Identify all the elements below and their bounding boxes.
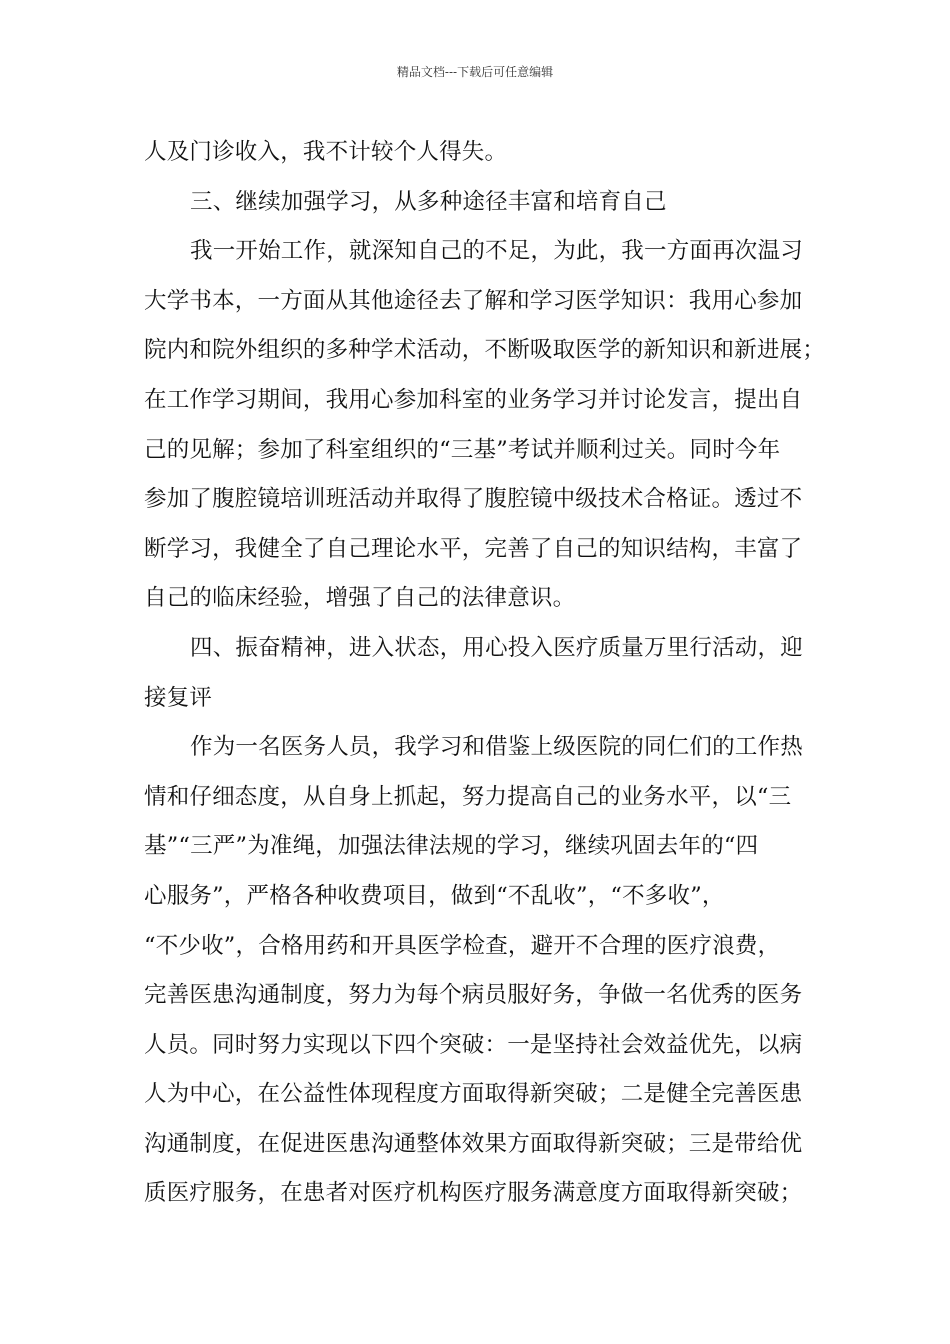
text-line: 人为中心，在公益性体现程度方面取得新突破；二是健全完善医患 [144,1081,803,1108]
section-heading: 四、振奋精神，进入状态，用心投入医疗质量万里行活动，迎 [190,634,803,661]
text-line: 自己的临床经验，增强了自己的法律意识。 [144,585,576,612]
paragraph-start: 作为一名医务人员，我学习和借鉴上级医院的同仁们的工作热 [190,734,803,761]
page-header: 精品文档---下载后可任意编辑 [396,65,554,79]
text-line: 基”“三严”为准绳，加强法律法规的学习，继续巩固去年的“四 [144,833,759,860]
paragraph-start: 我一开始工作，就深知自己的不足，为此，我一方面再次温习 [190,238,803,265]
text-line: 在工作学习期间，我用心参加科室的业务学习并讨论发言，提出自 [144,386,803,413]
section-heading: 三、继续加强学习，从多种途径丰富和培育自己 [190,188,667,215]
text-line: “不少收”，合格用药和开具医学检查，避开不合理的医疗浪费， [144,932,781,959]
section-heading-continued: 接复评 [144,684,213,711]
text-line: 情和仔细态度，从自身上抓起，努力提高自己的业务水平，以“三 [144,783,792,810]
text-line: 人员。同时努力实现以下四个突破：一是坚持社会效益优先，以病 [144,1031,803,1058]
text-line: 断学习，我健全了自己理论水平，完善了自己的知识结构，丰富了 [144,535,803,562]
text-line: 沟通制度，在促进医患沟通整体效果方面取得新突破；三是带给优 [144,1130,803,1157]
text-line: 参加了腹腔镜培训班活动并取得了腹腔镜中级技术合格证。透过不 [144,486,803,513]
text-line: 大学书本，一方面从其他途径去了解和学习医学知识：我用心参加 [144,287,803,314]
text-line: 院内和院外组织的多种学术活动，不断吸取医学的新知识和新进展； [144,337,826,364]
text-line: 质医疗服务，在患者对医疗机构医疗服务满意度方面取得新突破； [144,1180,803,1207]
text-line: 己的见解；参加了科室组织的“三基”考试并顺利过关。同时今年 [144,436,781,463]
document-body [144,128,826,1219]
text-line: 完善医患沟通制度，努力为每个病员服好务，争做一名优秀的医务 [144,982,803,1009]
text-line: 心服务”，严格各种收费项目，做到“不乱收”，“不多收”， [144,882,725,909]
text-line: 人及门诊收入，我不计较个人得失。 [144,139,508,165]
